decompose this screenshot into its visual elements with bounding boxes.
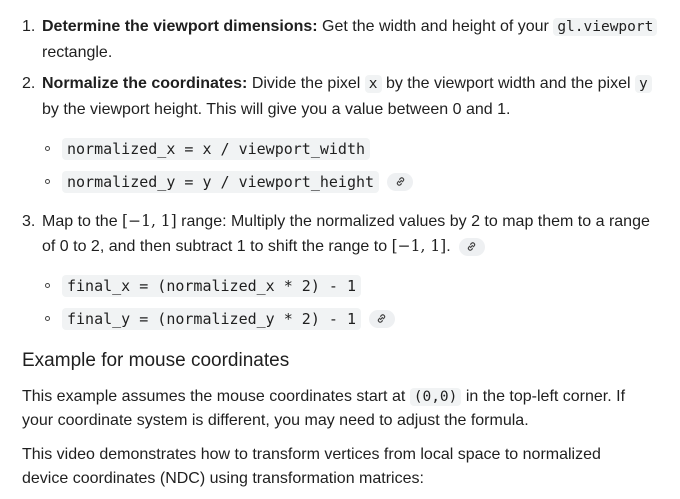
step-3 bbox=[0, 209, 680, 335]
bullet-marker bbox=[45, 283, 50, 288]
step-text bbox=[42, 14, 660, 65]
step-text-part: Map to the bbox=[42, 213, 123, 230]
list-item bbox=[42, 165, 660, 198]
step-number: 3. bbox=[22, 213, 36, 230]
code-line: final_y = (normalized_y * 2) - 1 bbox=[62, 308, 361, 330]
step-text bbox=[42, 71, 660, 122]
code-line: final_x = (normalized_x * 2) - 1 bbox=[62, 275, 361, 297]
code-line: normalized_x = x / viewport_width bbox=[62, 138, 370, 160]
step-text-part: by the viewport width and the pixel bbox=[381, 75, 635, 92]
step-text-part: by the viewport height. This will give you a value between 0 and 1. bbox=[42, 101, 511, 118]
source-link-button[interactable] bbox=[369, 310, 395, 328]
paragraph-text: This example assumes the mouse coordinates start at bbox=[22, 388, 410, 405]
inline-code: y bbox=[635, 75, 652, 93]
step-1 bbox=[0, 14, 680, 65]
math-expression: [−1, 1] bbox=[391, 237, 447, 255]
paragraph-text: in the top-left corner. If your coordinate system is different, you may need to adjust the formula. bbox=[22, 388, 626, 429]
link-icon bbox=[376, 313, 387, 324]
paragraph bbox=[0, 385, 680, 433]
link-icon bbox=[466, 241, 477, 252]
inline-code: (0,0) bbox=[410, 388, 462, 406]
inline-code: x bbox=[365, 75, 382, 93]
step-text bbox=[42, 209, 660, 259]
list-item bbox=[42, 269, 660, 302]
link-icon bbox=[395, 176, 406, 187]
bullet-marker bbox=[45, 146, 50, 151]
list-item bbox=[42, 132, 660, 165]
bullet-list bbox=[42, 132, 660, 198]
step-text-part: range: Multiply the normalized values by 2 to map them to a range of 0 to 2, and then subtract 1 to shift the range to bbox=[42, 213, 650, 255]
step-number: 1. bbox=[22, 18, 36, 35]
code-line: normalized_y = y / viewport_height bbox=[62, 171, 379, 193]
step-text-part: rectangle. bbox=[42, 44, 113, 61]
step-text-part: Divide the pixel bbox=[247, 75, 365, 92]
paragraph: This video demonstrates how to transform vertices from local space to normalized device coordinates (NDC) using transformation matrices: bbox=[22, 446, 601, 487]
bullet-list bbox=[42, 269, 660, 335]
bullet-marker bbox=[45, 316, 50, 321]
step-text-part: Get the width and height of your bbox=[317, 18, 554, 35]
source-link-button[interactable] bbox=[459, 238, 485, 256]
step-title: Normalize the coordinates: bbox=[42, 75, 248, 92]
step-text-part: . bbox=[446, 238, 451, 255]
math-expression: [−1, 1] bbox=[122, 212, 177, 230]
section-heading: Example for mouse coordinates bbox=[22, 350, 290, 371]
source-link-button[interactable] bbox=[387, 173, 413, 191]
bullet-marker bbox=[45, 179, 50, 184]
step-2 bbox=[0, 71, 680, 198]
step-number: 2. bbox=[22, 75, 36, 92]
list-item bbox=[42, 302, 660, 335]
inline-code: gl.viewport bbox=[553, 18, 657, 36]
step-title: Determine the viewport dimensions: bbox=[42, 18, 318, 35]
